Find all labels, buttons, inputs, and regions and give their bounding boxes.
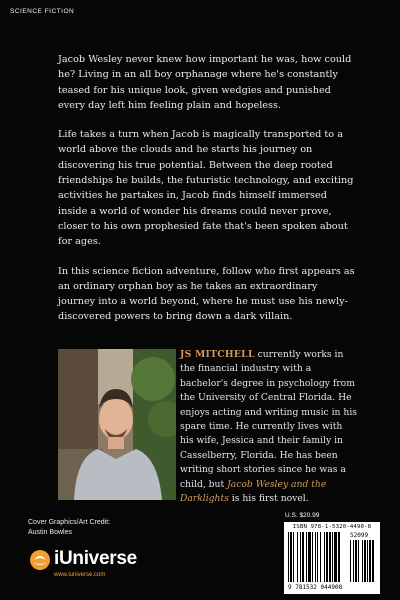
art-credit [28,518,110,538]
barcode-bar [372,540,374,582]
barcode-bar [317,532,318,582]
barcode-bar [308,532,311,582]
price-label: U.S. $20.99 [285,512,320,519]
barcode-bar [355,540,357,582]
barcode-bar [326,532,328,582]
barcode-bar [338,532,340,582]
barcode-bar [334,532,337,582]
author-photo [58,349,176,500]
genre-label: SCIENCE FICTION [10,8,75,15]
price-code: 52099 [350,532,369,539]
barcode-bar [300,532,301,582]
isbn-barcode [284,522,380,594]
isbn-number: ISBN 978-1-5320-4490-8 [292,524,372,530]
author-bio [180,348,358,506]
barcode-bar [362,540,363,582]
barcode-bar [297,532,298,582]
barcode-bar [288,532,289,582]
barcode-bar [290,532,292,582]
iuniverse-swirl-icon [28,548,52,572]
barcode-bar [353,540,354,582]
bio-text: currently works in the financial industry with a bachelor's degree in psychology from the University of Central Florida. He enjoys acting and writing music in his spare time. He currently lives with his wife, Jessica and their family in Casselberry, Florida. He has been writing short stories since he was a child, but [180,349,357,490]
barcode-bar [329,532,331,582]
synopsis-paragraph: Life takes a turn when Jacob is magically transported to a world above the clouds and he starts his journey on discovering his true potential. Between the deep rooted friendships he builds, the futuristic technology, and exciting activities he partakes in, Jacob finds himself immersed inside a world of wonder his dreams could never prove, closer to his own prophesied fate that's been spoken about for ages. [58,129,354,248]
barcode-bar [302,532,304,582]
barcode-bar [324,532,325,582]
barcode-bar [293,532,294,582]
barcode-bar [306,532,307,582]
book-title: Jacob Wesley and the Darklights [180,478,327,505]
barcode-bar [350,540,351,582]
bio-text: is his first novel. [228,493,309,505]
synopsis [58,52,356,339]
publisher-logo [28,548,168,584]
author-photo-illustration [58,349,176,500]
barcode-bar [369,540,371,582]
synopsis-paragraph: Jacob Wesley never knew how important he was, how could he? Living in an all boy orphanage where he's constantly teased for his unique look, given wedgies and punished every day left him feeling plain and hopeless. [58,54,352,111]
barcode-bar [364,540,366,582]
art-credit-name: Austin Bowles [28,529,72,536]
author-name: JS MITCHELL [180,349,255,360]
barcode-bar [320,532,321,582]
synopsis-paragraph: In this science fiction adventure, follow who first appears as an ordinary orphan boy as he takes an extraordinary journey into a world beyond, where he must use his newly-discovered powers to bring down a dark villain. [58,265,355,323]
barcode-bar [312,532,313,582]
barcode-bar [332,532,333,582]
barcode-bar [315,532,316,582]
art-credit-line: Cover Graphics/Art Credit: [28,519,111,526]
barcode-number: 9 781532 044908 [288,584,343,591]
publisher-url: www.iuniverse.com [54,572,106,578]
publisher-name: iUniverse [54,548,137,569]
barcode-bar [367,540,368,582]
barcode-bar [358,540,359,582]
